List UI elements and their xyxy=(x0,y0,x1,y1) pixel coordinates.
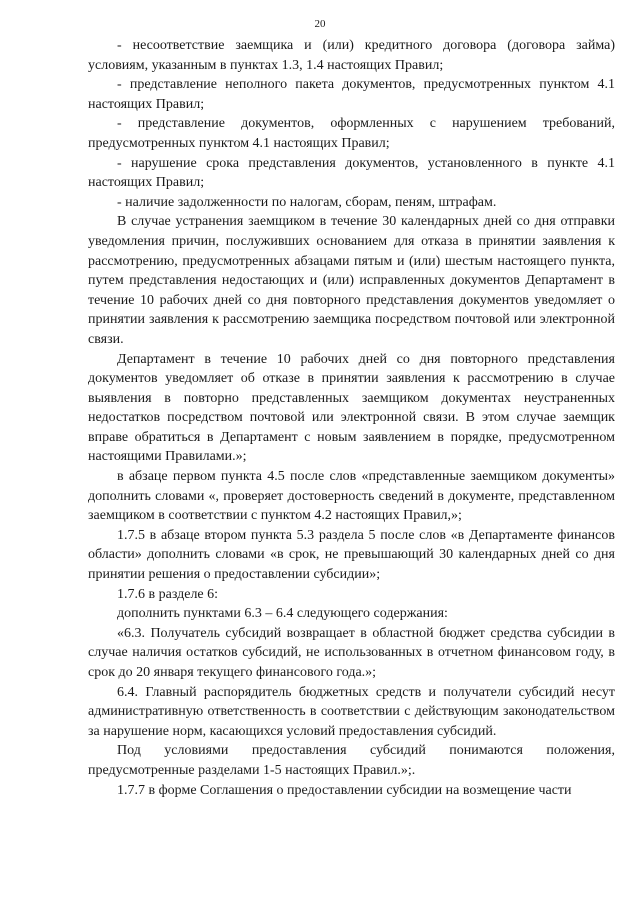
paragraph-bullet-4: - нарушение срока представления документов, установленного в пункте 4.1 настоящих Правил; xyxy=(88,155,615,191)
paragraph-6-3: «6.3. Получатель субсидий возвращает в областной бюджет средства субсидии в случае наличия остатков субсидий, не использованных в отчетном финансовом году, в срок до 20 января текущего финансового года.»; xyxy=(88,625,615,680)
paragraph-6-4: 6.4. Главный распорядитель бюджетных средств и получатели субсидий несут административную ответственность в соответствии с действующим законодательством за нарушение норм, касающихся условий предоставления субсидий. xyxy=(88,684,615,739)
paragraph-1-7-6: 1.7.6 в разделе 6: xyxy=(117,586,219,602)
paragraph-1-7-5: 1.7.5 в абзаце втором пункта 5.3 раздела 5 после слов «в Департаменте финансов области» дополнить словами «в срок, не превышающий 30 календарных дней со дня принятии решения о предоставлении субсидии»; xyxy=(88,527,615,583)
document-body xyxy=(88,36,615,800)
paragraph-conditions: Под условиями предоставления субсидий понимаются положения, предусмотренные разделами 1-5 настоящих Правил.»;. xyxy=(88,743,615,778)
paragraph-1-7-7: 1.7.7 в форме Соглашения о предоставлении субсидии на возмещение части xyxy=(117,782,572,798)
paragraph-bullet-2: - представление неполного пакета документов, предусмотренных пунктом 4.1 настоящих Правил; xyxy=(88,77,615,112)
paragraph-bullet-5: - наличие задолженности по налогам, сборам, пеням, штрафам. xyxy=(117,194,497,210)
paragraph-bullet-3: - представление документов, оформленных с нарушением требований, предусмотренных пунктом 4.1 настоящих Правил; xyxy=(88,116,615,151)
paragraph-clause-4-5: в абзаце первом пункта 4.5 после слов «представленные заемщиком документы» дополнить словами «, проверяет достоверность сведений в документе, представленном заемщиком в соответствии с пунктом 4.2 настоящих Правил,»; xyxy=(88,469,615,524)
paragraph-add-clauses: дополнить пунктами 6.3 – 6.4 следующего содержания: xyxy=(117,606,448,622)
paragraph-refusal: Департамент в течение 10 рабочих дней со дня повторного представления документов уведомляет об отказе в принятии заявления к рассмотрению в случае выявления в повторно представленных заемщиком документах неустраненных недостатков посредством почтовой или электронной связи. В этом случае заемщик вправе обратиться в Департамент с новым заявлением в порядке, предусмотренном настоящими Правилами.»; xyxy=(88,351,615,465)
paragraph-bullet-1: - несоответствие заемщика и (или) кредитного договора (договора займа) условиям, указанным в пунктах 1.3, 1.4 настоящих Правил; xyxy=(88,38,615,73)
paragraph-correction: В случае устранения заемщиком в течение 30 календарных дней со дня отправки уведомления причин, послуживших основанием для отказа в принятии заявления к рассмотрению, предусмотренных абзацами пятым и (или) шестым настоящего пункта, путем представления недостающих и (или) исправленных документов Департамент в течение 10 рабочих дней со дня повторного представления документов уведомляет о принятии заявления к рассмотрению заемщика посредством почтовой или электронной связи. xyxy=(88,214,615,347)
page-number: 20 xyxy=(314,18,326,30)
